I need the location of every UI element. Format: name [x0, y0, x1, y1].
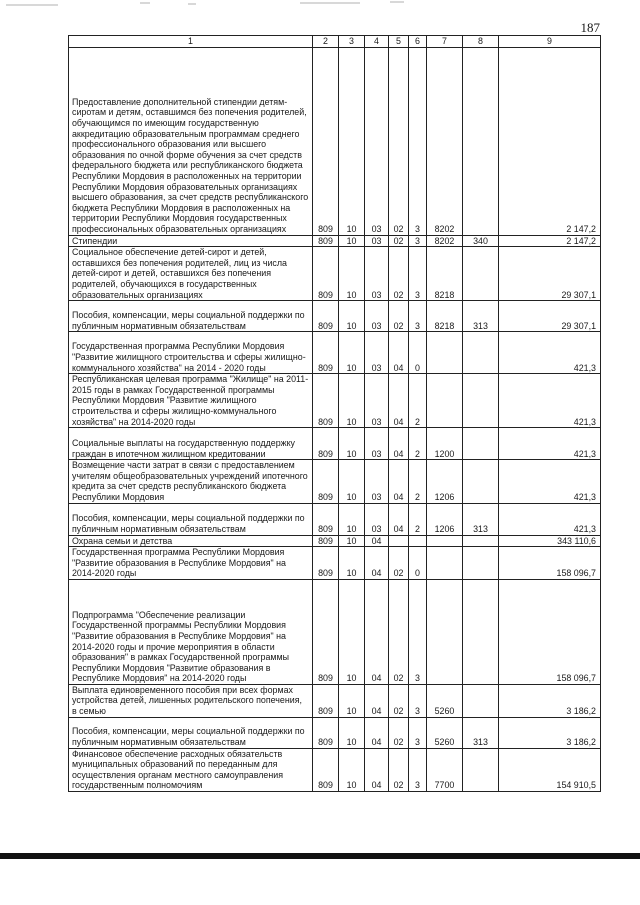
subsection-code-cell: 04	[365, 717, 389, 748]
expense-type-cell	[463, 748, 499, 791]
table-row	[69, 717, 601, 748]
column-number: 4	[365, 36, 389, 48]
subprogram-code-cell: 3	[409, 684, 427, 717]
row-name-cell: Финансовое обеспечение расходных обязательств муниципальных образований по переданным для осуществления органам местного самоуправления государственным полномочиям	[69, 748, 313, 791]
target-article-cell: 1200	[427, 428, 463, 460]
target-article-cell	[427, 332, 463, 374]
expense-type-cell: 313	[463, 717, 499, 748]
subsection-code-cell: 03	[365, 235, 389, 247]
program-code-cell: 04	[389, 460, 409, 503]
subprogram-code-cell: 3	[409, 247, 427, 301]
section-code-cell: 10	[339, 535, 365, 547]
subsection-code-cell: 03	[365, 503, 389, 535]
program-code-cell: 04	[389, 374, 409, 428]
section-code-cell: 10	[339, 374, 365, 428]
column-number-header	[69, 36, 601, 48]
table-row	[69, 301, 601, 332]
amount-cell: 421,3	[499, 332, 601, 374]
table-row	[69, 684, 601, 717]
amount-cell: 29 307,1	[499, 247, 601, 301]
subsection-code-cell: 03	[365, 247, 389, 301]
ministry-code-cell: 809	[313, 47, 339, 235]
row-name-cell: Предоставление дополнительной стипендии детям-сиротам и детям, оставшимся без попечения родителей, обучающимся по имеющим государственную аккредитацию образовательным программам среднего профессионального образования или высшего образования по очной форме обучения за счет средств федерального бюджета или республиканского бюджета Республики Мордовия в расположенных на территории Республики Мордовия образовательных организациях высшего образования, за счет средств республиканского бюджета Республики Мордовия в расположенных на территории Республики Мордовия государственных профессиональных образовательных организациях	[69, 47, 313, 235]
target-article-cell	[427, 374, 463, 428]
budget-table-body	[69, 47, 601, 791]
section-code-cell: 10	[339, 247, 365, 301]
column-number: 1	[69, 36, 313, 48]
program-code-cell: 02	[389, 717, 409, 748]
row-name-cell: Социальные выплаты на государственную поддержку граждан в ипотечном жилищном кредитовании	[69, 428, 313, 460]
subprogram-code-cell: 3	[409, 717, 427, 748]
ministry-code-cell: 809	[313, 247, 339, 301]
table-row	[69, 503, 601, 535]
target-article-cell: 8218	[427, 301, 463, 332]
amount-cell: 154 910,5	[499, 748, 601, 791]
column-number: 2	[313, 36, 339, 48]
program-code-cell: 02	[389, 748, 409, 791]
subprogram-code-cell: 3	[409, 301, 427, 332]
row-name-cell: Государственная программа Республики Мордовия "Развитие образования в Республике Мордовия" на 2014-2020 годы	[69, 547, 313, 580]
ministry-code-cell: 809	[313, 579, 339, 684]
row-name-cell: Пособия, компенсации, меры социальной поддержки по публичным нормативным обязательствам	[69, 503, 313, 535]
table-row	[69, 235, 601, 247]
row-name-cell: Стипендии	[69, 235, 313, 247]
expense-type-cell	[463, 460, 499, 503]
row-name-cell: Социальное обеспечение детей-сирот и детей, оставшихся без попечения родителей, лиц из числа детей-сирот и детей, оставшихся без попечения родителей, обучающихся в государственных образовательных организациях	[69, 247, 313, 301]
subsection-code-cell: 03	[365, 301, 389, 332]
subprogram-code-cell: 0	[409, 547, 427, 580]
row-name-cell: Выплата единовременного пособия при всех формах устройства детей, лишенных родительского попечения, в семью	[69, 684, 313, 717]
target-article-cell: 8202	[427, 47, 463, 235]
expense-type-cell	[463, 332, 499, 374]
subprogram-code-cell: 2	[409, 374, 427, 428]
subprogram-code-cell: 2	[409, 460, 427, 503]
ministry-code-cell: 809	[313, 301, 339, 332]
table-row	[69, 47, 601, 235]
row-name-cell: Пособия, компенсации, меры социальной поддержки по публичным нормативным обязательствам	[69, 301, 313, 332]
expense-type-cell	[463, 47, 499, 235]
subsection-code-cell: 03	[365, 332, 389, 374]
expense-type-cell	[463, 428, 499, 460]
row-name-cell: Подпрограмма "Обеспечение реализации Государственной программы Республики Мордовия "Развитие образования в Республике Мордовия" на 2014-2020 годы и прочие мероприятия в области образования" в рамках Государственной программы Республики Мордовия "Развитие образования в Республике Мордовия" на 2014-2020 годы	[69, 579, 313, 684]
subsection-code-cell: 03	[365, 47, 389, 235]
subsection-code-cell: 03	[365, 374, 389, 428]
target-article-cell: 5260	[427, 717, 463, 748]
ministry-code-cell: 809	[313, 748, 339, 791]
section-code-cell: 10	[339, 460, 365, 503]
table-row	[69, 579, 601, 684]
target-article-cell: 1206	[427, 460, 463, 503]
subprogram-code-cell	[409, 535, 427, 547]
subsection-code-cell: 03	[365, 460, 389, 503]
amount-cell: 421,3	[499, 428, 601, 460]
subprogram-code-cell: 3	[409, 235, 427, 247]
column-number: 9	[499, 36, 601, 48]
expense-type-cell	[463, 579, 499, 684]
subprogram-code-cell: 3	[409, 47, 427, 235]
column-number: 5	[389, 36, 409, 48]
amount-cell: 3 186,2	[499, 684, 601, 717]
amount-cell: 421,3	[499, 503, 601, 535]
subprogram-code-cell: 2	[409, 503, 427, 535]
amount-cell: 29 307,1	[499, 301, 601, 332]
ministry-code-cell: 809	[313, 428, 339, 460]
amount-cell: 158 096,7	[499, 547, 601, 580]
table-row	[69, 535, 601, 547]
section-code-cell: 10	[339, 717, 365, 748]
expense-type-cell: 340	[463, 235, 499, 247]
table-row	[69, 460, 601, 503]
table-row	[69, 247, 601, 301]
ministry-code-cell: 809	[313, 535, 339, 547]
subprogram-code-cell: 3	[409, 579, 427, 684]
ministry-code-cell: 809	[313, 460, 339, 503]
ministry-code-cell: 809	[313, 332, 339, 374]
subprogram-code-cell: 0	[409, 332, 427, 374]
amount-cell: 421,3	[499, 374, 601, 428]
target-article-cell: 8202	[427, 235, 463, 247]
amount-cell: 343 110,6	[499, 535, 601, 547]
amount-cell: 158 096,7	[499, 579, 601, 684]
program-code-cell: 04	[389, 332, 409, 374]
subsection-code-cell: 04	[365, 579, 389, 684]
scan-top-marks	[0, 0, 640, 12]
section-code-cell: 10	[339, 301, 365, 332]
target-article-cell: 1206	[427, 503, 463, 535]
amount-cell: 421,3	[499, 460, 601, 503]
subprogram-code-cell: 2	[409, 428, 427, 460]
ministry-code-cell: 809	[313, 374, 339, 428]
amount-cell: 2 147,2	[499, 235, 601, 247]
section-code-cell: 10	[339, 47, 365, 235]
ministry-code-cell: 809	[313, 717, 339, 748]
amount-cell: 3 186,2	[499, 717, 601, 748]
program-code-cell: 02	[389, 235, 409, 247]
expense-type-cell	[463, 535, 499, 547]
target-article-cell: 5260	[427, 684, 463, 717]
target-article-cell: 8218	[427, 247, 463, 301]
section-code-cell: 10	[339, 235, 365, 247]
program-code-cell: 02	[389, 247, 409, 301]
section-code-cell: 10	[339, 579, 365, 684]
subsection-code-cell: 03	[365, 428, 389, 460]
program-code-cell: 02	[389, 301, 409, 332]
row-name-cell: Возмещение части затрат в связи с предоставлением учителям общеобразовательных учреждений ипотечного кредита за счет средств республиканского бюджета Республики Мордовия	[69, 460, 313, 503]
section-code-cell: 10	[339, 428, 365, 460]
page-number: 187	[580, 20, 600, 35]
subsection-code-cell: 04	[365, 748, 389, 791]
column-number: 7	[427, 36, 463, 48]
program-code-cell: 02	[389, 579, 409, 684]
subsection-code-cell: 04	[365, 684, 389, 717]
target-article-cell	[427, 535, 463, 547]
row-name-cell: Республиканская целевая программа "Жилище" на 2011-2015 годы в рамках Государственной программы Республики Мордовия "Развитие жилищного строительства и сферы жилищно-коммунального хозяйства" на 2014-2020 годы	[69, 374, 313, 428]
program-code-cell	[389, 535, 409, 547]
row-name-cell: Государственная программа Республики Мордовия "Развитие жилищного строительства и сферы жилищно-коммунального хозяйства" на 2014 - 2020 годы	[69, 332, 313, 374]
budget-table	[68, 35, 601, 792]
column-number: 3	[339, 36, 365, 48]
ministry-code-cell: 809	[313, 235, 339, 247]
target-article-cell: 7700	[427, 748, 463, 791]
row-name-cell: Пособия, компенсации, меры социальной поддержки по публичным нормативным обязательствам	[69, 717, 313, 748]
program-code-cell: 02	[389, 547, 409, 580]
table-row	[69, 547, 601, 580]
subprogram-code-cell: 3	[409, 748, 427, 791]
expense-type-cell: 313	[463, 503, 499, 535]
expense-type-cell: 313	[463, 301, 499, 332]
program-code-cell: 02	[389, 684, 409, 717]
section-code-cell: 10	[339, 684, 365, 717]
table-row	[69, 428, 601, 460]
page-bottom-rule	[0, 853, 640, 859]
subsection-code-cell: 04	[365, 547, 389, 580]
section-code-cell: 10	[339, 748, 365, 791]
target-article-cell	[427, 579, 463, 684]
ministry-code-cell: 809	[313, 547, 339, 580]
program-code-cell: 04	[389, 503, 409, 535]
row-name-cell: Охрана семьи и детства	[69, 535, 313, 547]
section-code-cell: 10	[339, 503, 365, 535]
column-number: 6	[409, 36, 427, 48]
ministry-code-cell: 809	[313, 684, 339, 717]
amount-cell: 2 147,2	[499, 47, 601, 235]
program-code-cell: 04	[389, 428, 409, 460]
expense-type-cell	[463, 547, 499, 580]
expense-type-cell	[463, 374, 499, 428]
column-number: 8	[463, 36, 499, 48]
table-row	[69, 374, 601, 428]
program-code-cell: 02	[389, 47, 409, 235]
table-row	[69, 332, 601, 374]
table-row	[69, 748, 601, 791]
subsection-code-cell: 04	[365, 535, 389, 547]
ministry-code-cell: 809	[313, 503, 339, 535]
section-code-cell: 10	[339, 332, 365, 374]
expense-type-cell	[463, 247, 499, 301]
expense-type-cell	[463, 684, 499, 717]
section-code-cell: 10	[339, 547, 365, 580]
target-article-cell	[427, 547, 463, 580]
